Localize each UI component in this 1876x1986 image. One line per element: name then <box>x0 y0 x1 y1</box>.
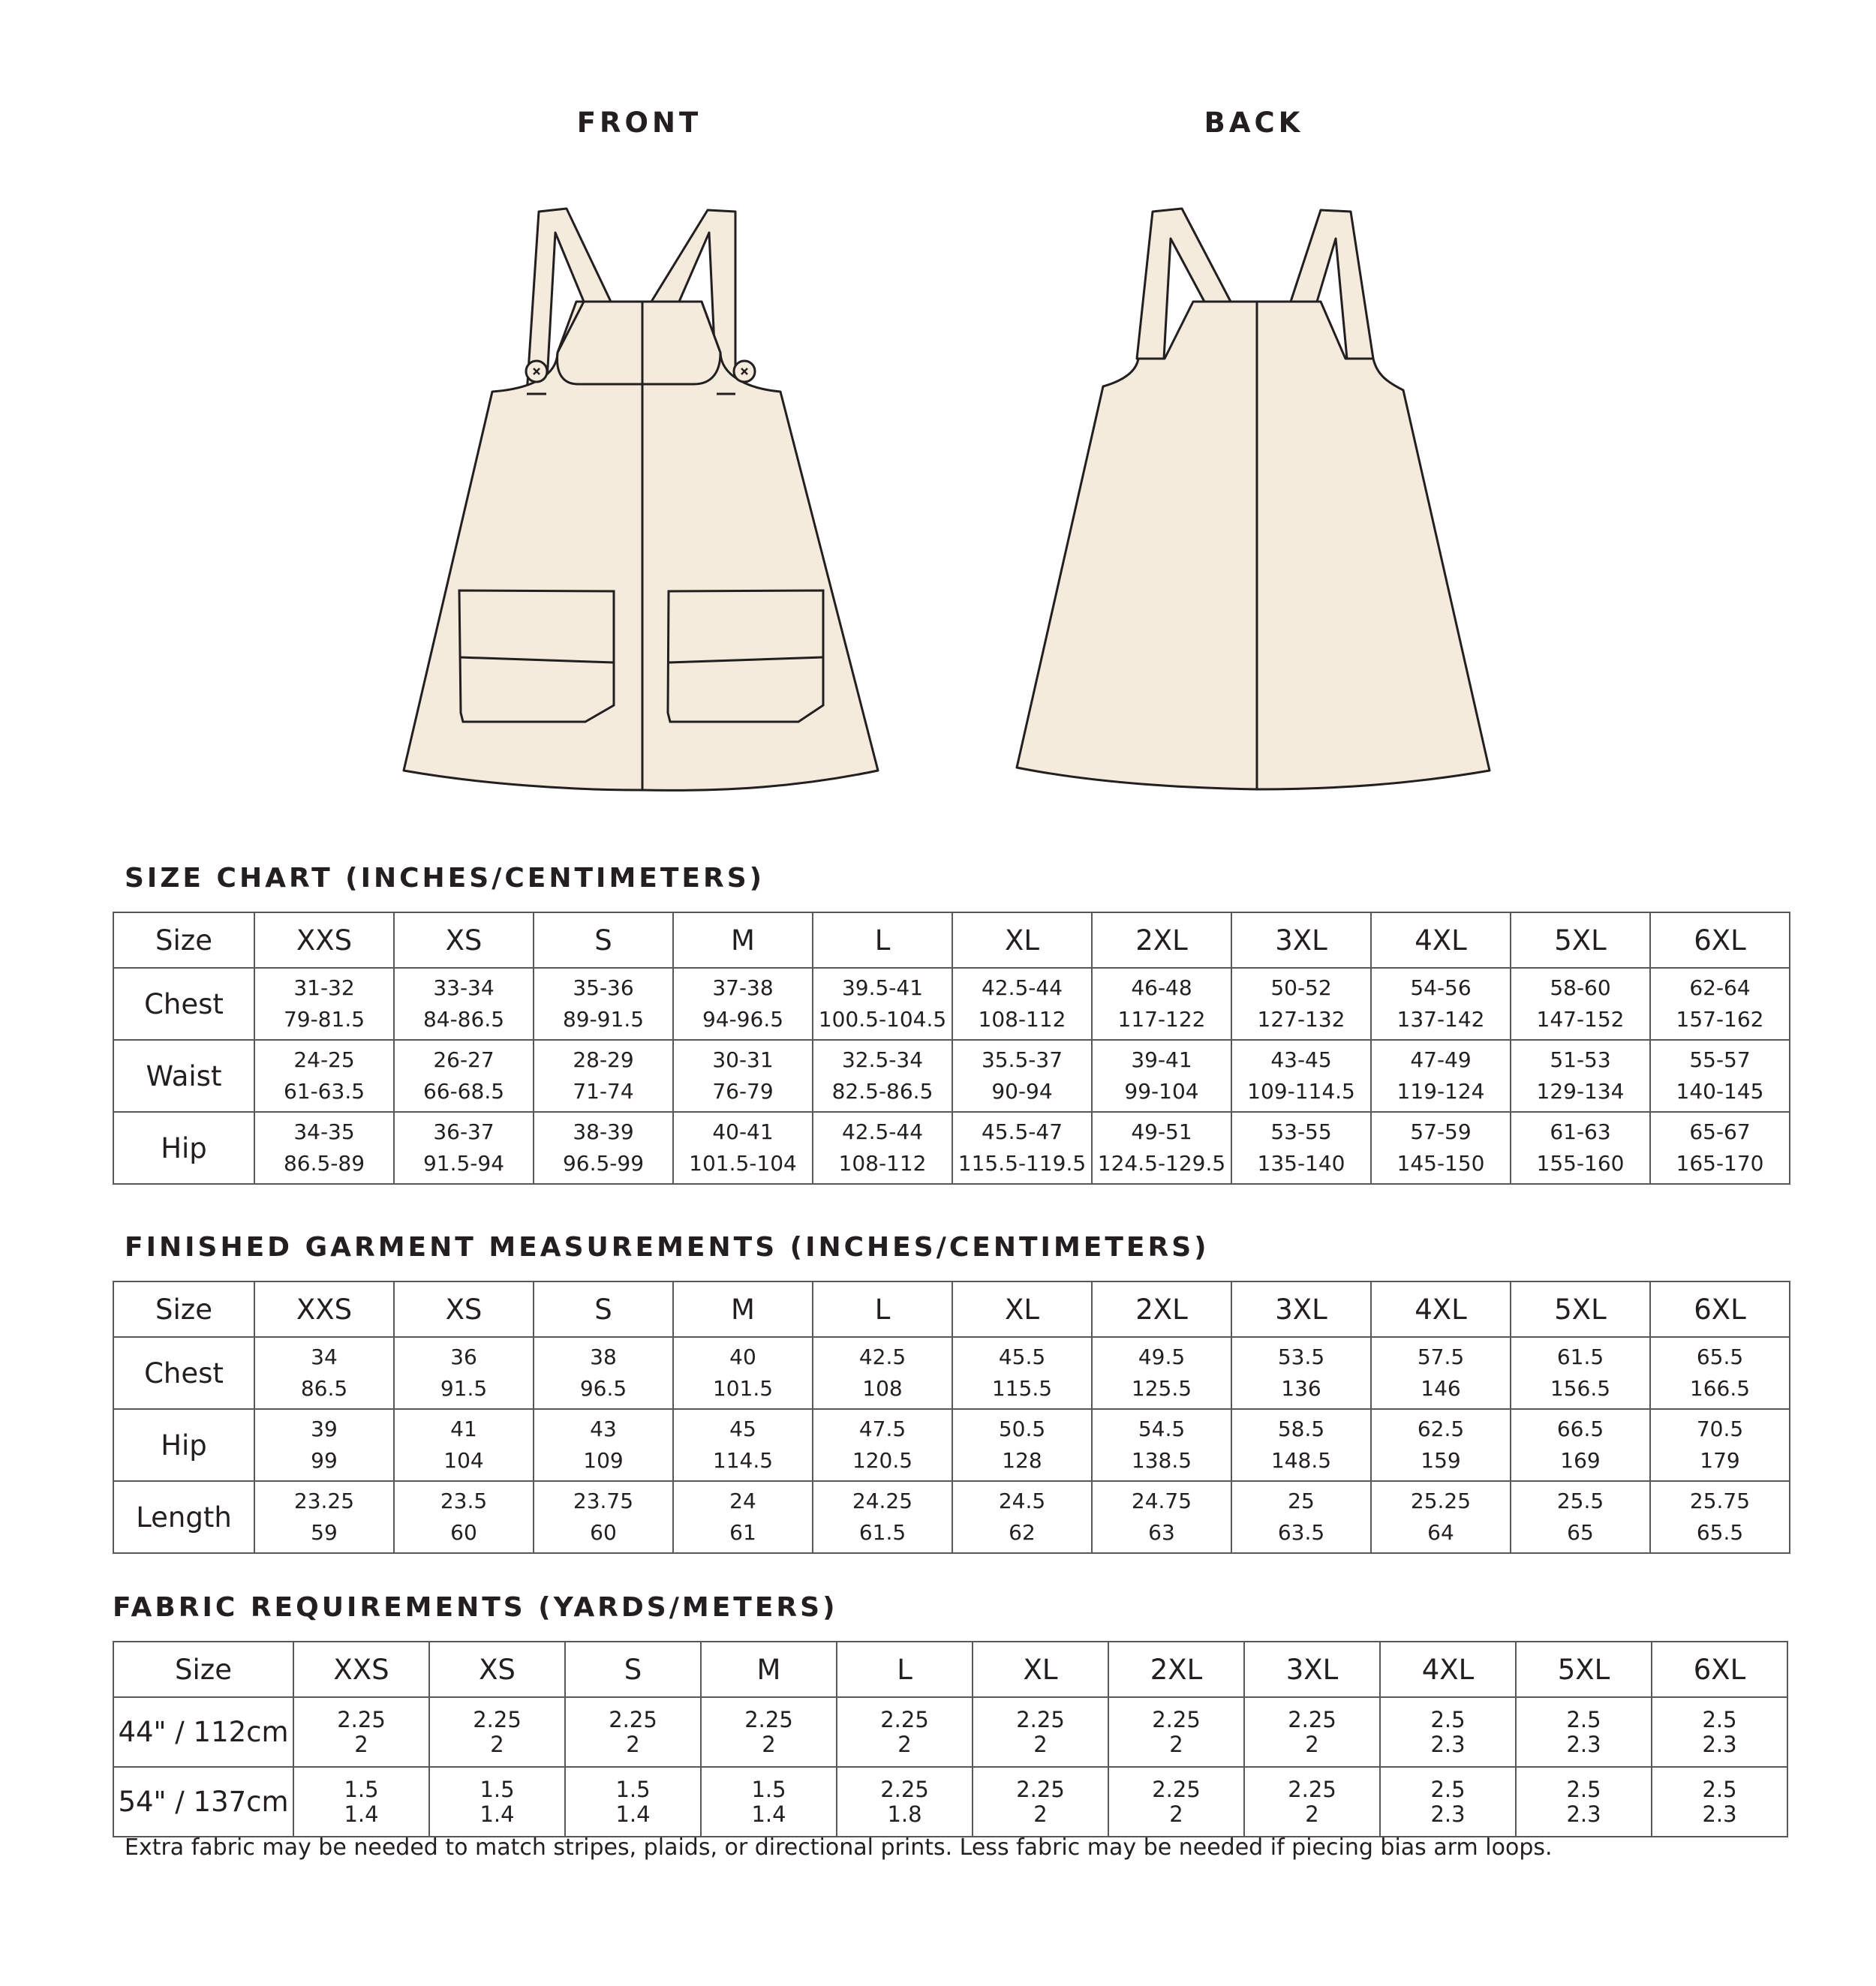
table-cell: 33-34 84-86.5 <box>394 968 534 1040</box>
table-cell: 66.5 169 <box>1511 1409 1650 1481</box>
header-cell: 4XL <box>1371 1281 1511 1337</box>
table-row <box>113 1409 1790 1481</box>
row-label: Chest <box>113 1337 254 1409</box>
table-cell: 49-51 124.5-129.5 <box>1092 1112 1231 1184</box>
fabric-footnote: Extra fabric may be needed to match stripes, plaids, or directional prints. Less fabric may be needed if piecing bias arm loops. <box>125 1834 1553 1861</box>
table-cell: 2.5 2.3 <box>1516 1767 1652 1837</box>
table-cell: 54.5 138.5 <box>1092 1409 1231 1481</box>
header-cell: 2XL <box>1092 1281 1231 1337</box>
header-cell: S <box>534 1281 673 1337</box>
size-chart-title: SIZE CHART (INCHES/CENTIMETERS) <box>125 863 765 894</box>
header-cell: XXS <box>293 1642 429 1697</box>
header-cell: XL <box>952 912 1092 968</box>
header-cell: 4XL <box>1371 912 1511 968</box>
back-view-label: BACK <box>1204 107 1304 139</box>
table-cell: 58.5 148.5 <box>1231 1409 1371 1481</box>
table-cell: 37-38 94-96.5 <box>673 968 813 1040</box>
header-cell: 4XL <box>1380 1642 1516 1697</box>
table-cell: 28-29 71-74 <box>534 1040 673 1112</box>
table-cell: 25.25 64 <box>1371 1481 1511 1553</box>
finished-garment-title: FINISHED GARMENT MEASUREMENTS (INCHES/CENTIMETERS) <box>125 1232 1210 1263</box>
table-cell: 47.5 120.5 <box>813 1409 952 1481</box>
header-cell: XXS <box>254 912 394 968</box>
row-label: Hip <box>113 1409 254 1481</box>
finished-garment-header-row <box>113 1281 1790 1337</box>
table-cell: 2.25 2 <box>1244 1697 1380 1767</box>
table-cell: 42.5 108 <box>813 1337 952 1409</box>
finished-garment-table <box>113 1281 1790 1554</box>
header-cell: L <box>813 1281 952 1337</box>
size-chart-table <box>113 912 1790 1185</box>
table-cell: 54-56 137-142 <box>1371 968 1511 1040</box>
table-cell: 58-60 147-152 <box>1511 968 1650 1040</box>
front-view-label: FRONT <box>576 107 702 139</box>
header-cell: XL <box>973 1642 1108 1697</box>
fabric-header-row <box>113 1642 1787 1697</box>
back-body <box>1017 302 1490 789</box>
table-cell: 41 104 <box>394 1409 534 1481</box>
row-label: 54" / 137cm <box>113 1767 293 1837</box>
fabric-requirements-table <box>113 1641 1788 1837</box>
table-cell: 62-64 157-162 <box>1650 968 1790 1040</box>
header-cell: 3XL <box>1231 1281 1371 1337</box>
table-cell: 1.5 1.4 <box>293 1767 429 1837</box>
table-row <box>113 968 1790 1040</box>
table-cell: 2.5 2.3 <box>1652 1697 1787 1767</box>
table-cell: 2.25 2 <box>1108 1697 1244 1767</box>
table-cell: 2.5 2.3 <box>1652 1767 1787 1837</box>
table-cell: 36 91.5 <box>394 1337 534 1409</box>
table-cell: 61-63 155-160 <box>1511 1112 1650 1184</box>
header-cell: 5XL <box>1516 1642 1652 1697</box>
table-cell: 24 61 <box>673 1481 813 1553</box>
table-cell: 57.5 146 <box>1371 1337 1511 1409</box>
table-cell: 46-48 117-122 <box>1092 968 1231 1040</box>
header-cell: XS <box>394 912 534 968</box>
table-cell: 49.5 125.5 <box>1092 1337 1231 1409</box>
header-cell: Size <box>113 1642 293 1697</box>
header-cell: M <box>673 912 813 968</box>
table-cell: 23.75 60 <box>534 1481 673 1553</box>
table-cell: 39 99 <box>254 1409 394 1481</box>
table-row <box>113 1481 1790 1553</box>
table-cell: 2.25 2 <box>565 1697 701 1767</box>
table-cell: 1.5 1.4 <box>429 1767 565 1837</box>
header-cell: 3XL <box>1231 912 1371 968</box>
front-left-pocket <box>459 590 614 722</box>
back-pinafore-drawing <box>1017 209 1490 789</box>
table-cell: 24.25 61.5 <box>813 1481 952 1553</box>
row-label: Hip <box>113 1112 254 1184</box>
header-cell: L <box>837 1642 973 1697</box>
table-cell: 61.5 156.5 <box>1511 1337 1650 1409</box>
table-cell: 2.25 2 <box>973 1697 1108 1767</box>
header-cell: 6XL <box>1650 912 1790 968</box>
table-cell: 40-41 101.5-104 <box>673 1112 813 1184</box>
table-cell: 26-27 66-68.5 <box>394 1040 534 1112</box>
table-cell: 47-49 119-124 <box>1371 1040 1511 1112</box>
header-cell: XL <box>952 1281 1092 1337</box>
header-cell: S <box>534 912 673 968</box>
table-cell: 55-57 140-145 <box>1650 1040 1790 1112</box>
table-cell: 2.25 1.8 <box>837 1767 973 1837</box>
table-cell: 2.5 2.3 <box>1380 1767 1516 1837</box>
table-cell: 2.25 2 <box>293 1697 429 1767</box>
table-cell: 2.25 2 <box>1244 1767 1380 1837</box>
table-cell: 45.5-47 115.5-119.5 <box>952 1112 1092 1184</box>
table-cell: 24-25 61-63.5 <box>254 1040 394 1112</box>
table-cell: 25 63.5 <box>1231 1481 1371 1553</box>
table-row <box>113 1767 1787 1837</box>
table-cell: 70.5 179 <box>1650 1409 1790 1481</box>
table-cell: 39-41 99-104 <box>1092 1040 1231 1112</box>
table-cell: 50.5 128 <box>952 1409 1092 1481</box>
table-row <box>113 1337 1790 1409</box>
row-label: Chest <box>113 968 254 1040</box>
table-cell: 2.5 2.3 <box>1380 1697 1516 1767</box>
table-cell: 38-39 96.5-99 <box>534 1112 673 1184</box>
table-cell: 42.5-44 108-112 <box>813 1112 952 1184</box>
table-cell: 2.25 2 <box>701 1697 837 1767</box>
table-cell: 23.25 59 <box>254 1481 394 1553</box>
header-cell: 2XL <box>1092 912 1231 968</box>
table-cell: 2.25 2 <box>837 1697 973 1767</box>
table-cell: 62.5 159 <box>1371 1409 1511 1481</box>
header-cell: 5XL <box>1511 1281 1650 1337</box>
table-row <box>113 1112 1790 1184</box>
row-label: 44" / 112cm <box>113 1697 293 1767</box>
table-cell: 35-36 89-91.5 <box>534 968 673 1040</box>
table-cell: 45.5 115.5 <box>952 1337 1092 1409</box>
table-cell: 31-32 79-81.5 <box>254 968 394 1040</box>
garment-illustration <box>0 0 1876 810</box>
header-cell: M <box>701 1642 837 1697</box>
table-cell: 35.5-37 90-94 <box>952 1040 1092 1112</box>
table-cell: 30-31 76-79 <box>673 1040 813 1112</box>
table-cell: 1.5 1.4 <box>565 1767 701 1837</box>
table-cell: 40 101.5 <box>673 1337 813 1409</box>
table-cell: 2.25 2 <box>973 1767 1108 1837</box>
header-cell: XS <box>394 1281 534 1337</box>
front-right-pocket <box>668 590 823 722</box>
table-cell: 24.5 62 <box>952 1481 1092 1553</box>
table-cell: 32.5-34 82.5-86.5 <box>813 1040 952 1112</box>
table-cell: 43-45 109-114.5 <box>1231 1040 1371 1112</box>
table-cell: 53-55 135-140 <box>1231 1112 1371 1184</box>
table-row <box>113 1697 1787 1767</box>
table-cell: 65.5 166.5 <box>1650 1337 1790 1409</box>
front-bib <box>558 302 720 384</box>
table-cell: 51-53 129-134 <box>1511 1040 1650 1112</box>
header-cell: XS <box>429 1642 565 1697</box>
header-cell: 2XL <box>1108 1642 1244 1697</box>
header-cell: 6XL <box>1650 1281 1790 1337</box>
table-cell: 25.5 65 <box>1511 1481 1650 1553</box>
table-cell: 36-37 91.5-94 <box>394 1112 534 1184</box>
table-cell: 53.5 136 <box>1231 1337 1371 1409</box>
table-cell: 38 96.5 <box>534 1337 673 1409</box>
header-cell: XXS <box>254 1281 394 1337</box>
table-cell: 39.5-41 100.5-104.5 <box>813 968 952 1040</box>
table-cell: 23.5 60 <box>394 1481 534 1553</box>
header-cell: Size <box>113 1281 254 1337</box>
table-cell: 2.25 2 <box>429 1697 565 1767</box>
header-cell: M <box>673 1281 813 1337</box>
table-cell: 65-67 165-170 <box>1650 1112 1790 1184</box>
row-label: Waist <box>113 1040 254 1112</box>
header-cell: 5XL <box>1511 912 1650 968</box>
header-cell: 3XL <box>1244 1642 1380 1697</box>
table-cell: 43 109 <box>534 1409 673 1481</box>
table-row <box>113 1040 1790 1112</box>
table-cell: 42.5-44 108-112 <box>952 968 1092 1040</box>
table-cell: 1.5 1.4 <box>701 1767 837 1837</box>
table-cell: 2.25 2 <box>1108 1767 1244 1837</box>
table-cell: 24.75 63 <box>1092 1481 1231 1553</box>
table-cell: 2.5 2.3 <box>1516 1697 1652 1767</box>
size-chart-header-row <box>113 912 1790 968</box>
table-cell: 25.75 65.5 <box>1650 1481 1790 1553</box>
table-cell: 34-35 86.5-89 <box>254 1112 394 1184</box>
table-cell: 34 86.5 <box>254 1337 394 1409</box>
row-label: Length <box>113 1481 254 1553</box>
fabric-requirements-title: FABRIC REQUIREMENTS (YARDS/METERS) <box>113 1592 838 1623</box>
table-cell: 57-59 145-150 <box>1371 1112 1511 1184</box>
header-cell: 6XL <box>1652 1642 1787 1697</box>
table-cell: 50-52 127-132 <box>1231 968 1371 1040</box>
header-cell: S <box>565 1642 701 1697</box>
header-cell: Size <box>113 912 254 968</box>
table-cell: 45 114.5 <box>673 1409 813 1481</box>
header-cell: L <box>813 912 952 968</box>
